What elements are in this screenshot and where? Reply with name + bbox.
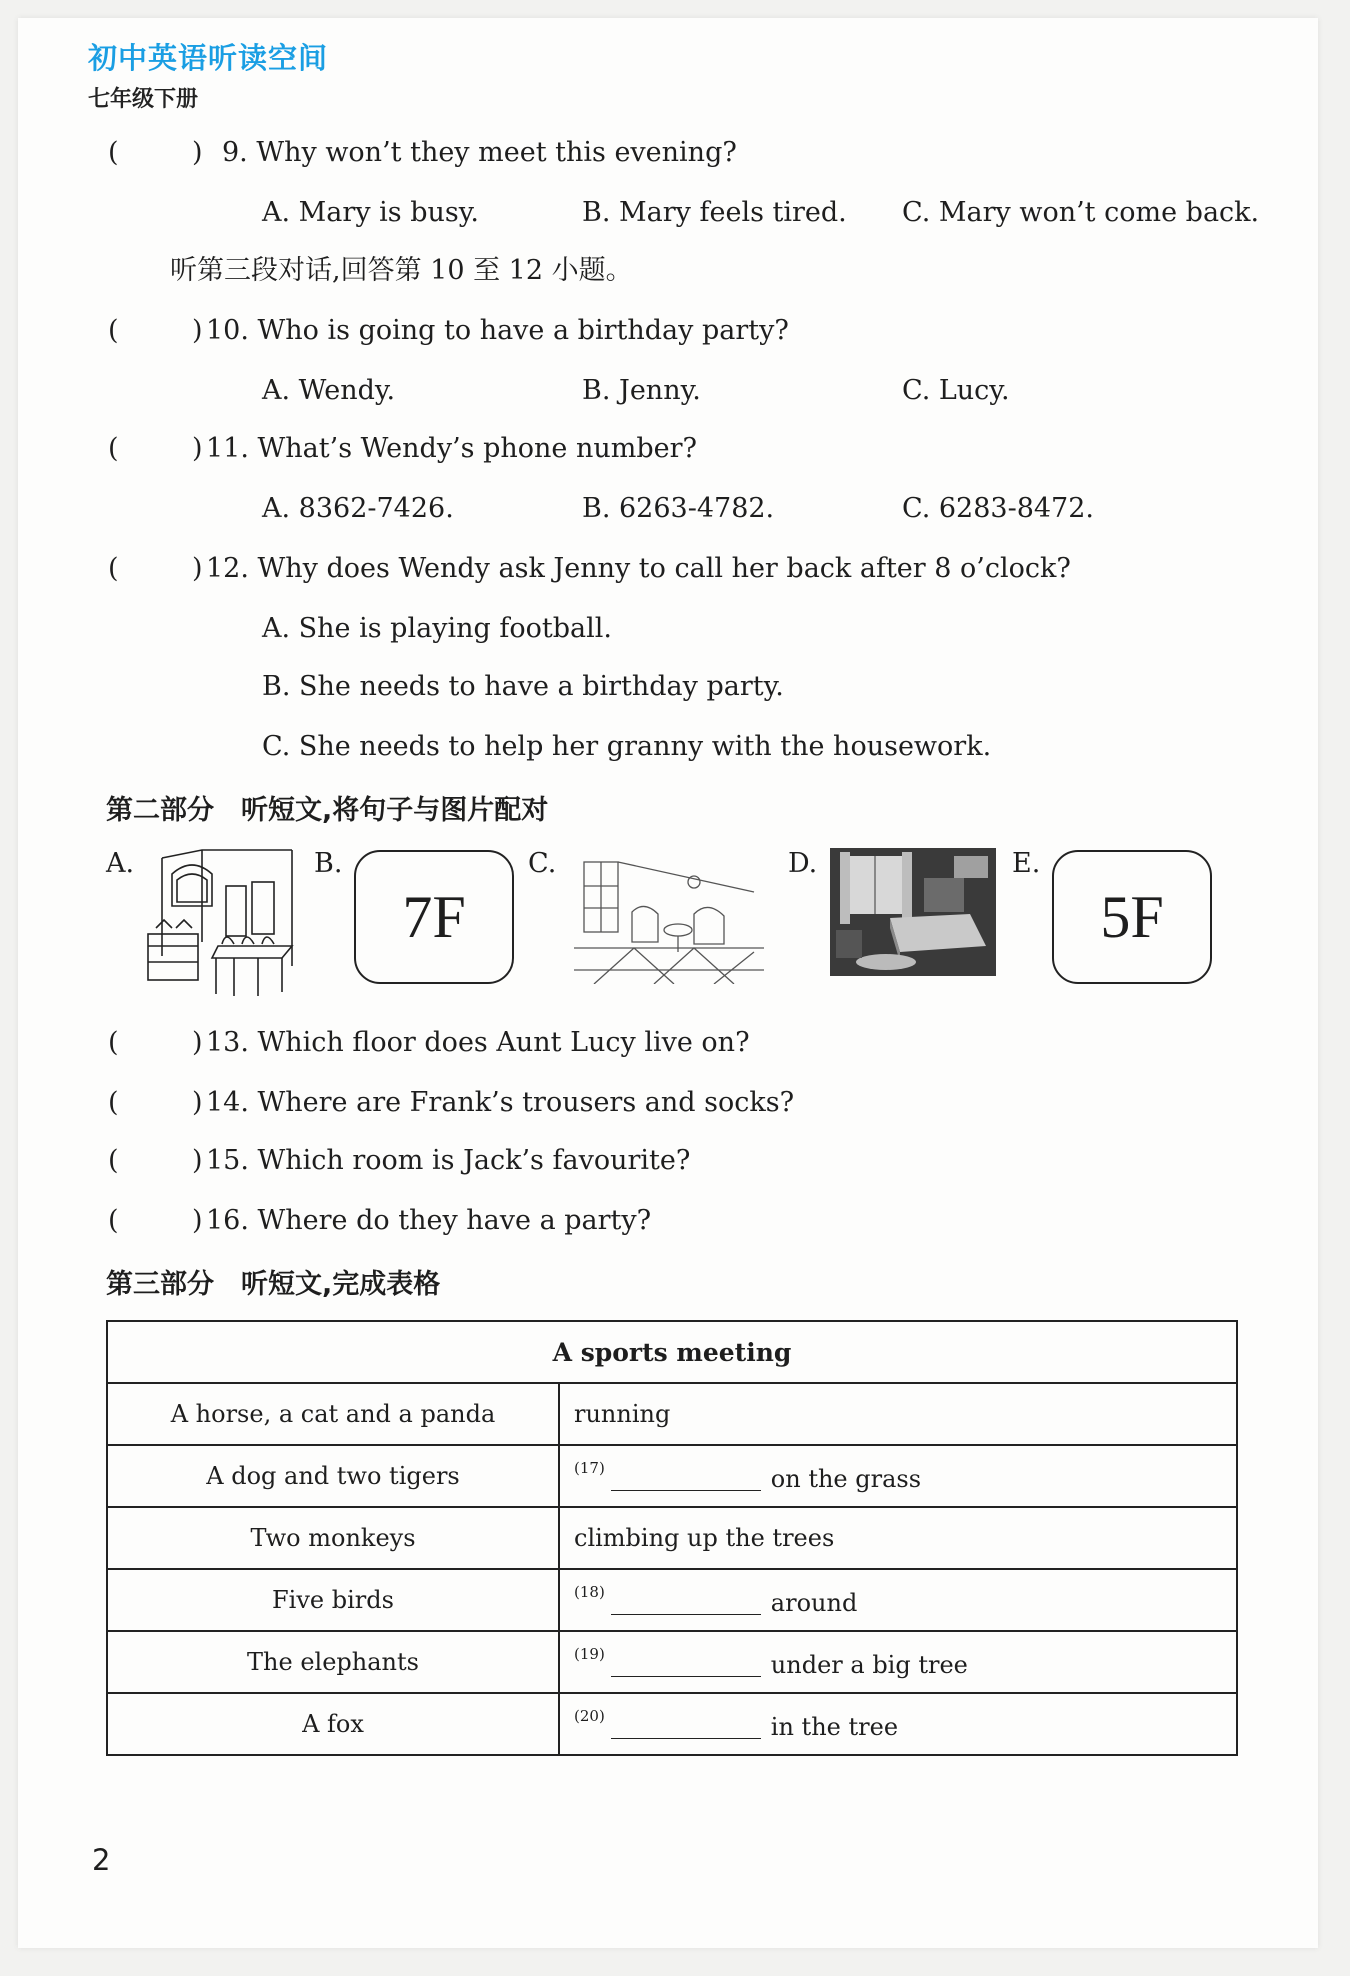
answer-paren-close: )	[192, 137, 203, 168]
activity-text: in the tree	[770, 1713, 899, 1741]
blank-number: (20)	[574, 1707, 605, 1725]
q11-option-a: A. 8362-7426.	[262, 493, 454, 524]
answer-paren-close: )	[192, 553, 203, 584]
page-number: 2	[92, 1843, 111, 1877]
question-16: 16. Where do they have a party?	[206, 1205, 652, 1236]
q11-option-b: B. 6263-4782.	[582, 493, 775, 524]
question-15: 15. Which room is Jack’s favourite?	[206, 1145, 691, 1176]
table-row	[107, 1445, 1237, 1507]
activity-cell	[559, 1693, 1237, 1755]
q11-option-c: C. 6283-8472.	[902, 493, 1094, 524]
book-title: 初中英语听读空间	[88, 41, 329, 75]
table-row	[107, 1631, 1237, 1693]
answer-blank-20[interactable]	[611, 1716, 761, 1739]
animal-cell: A horse, a cat and a panda	[107, 1383, 559, 1445]
answer-paren-close: )	[192, 1145, 203, 1176]
q12-option-b: B. She needs to have a birthday party.	[262, 671, 784, 702]
picture-label-a: A.	[106, 848, 135, 879]
table-row	[107, 1569, 1237, 1631]
book-subtitle: 七年级下册	[88, 87, 199, 112]
table-title-row	[107, 1321, 1237, 1383]
answer-blank-19[interactable]	[611, 1654, 761, 1677]
activity-text: on the grass	[770, 1465, 922, 1493]
living-room-picture	[574, 852, 764, 984]
table-title: A sports meeting	[107, 1321, 1237, 1383]
q10-option-b: B. Jenny.	[582, 375, 701, 406]
activity-cell	[559, 1631, 1237, 1693]
answer-paren-close: )	[192, 315, 203, 346]
answer-paren-open: (	[108, 553, 119, 584]
q9-option-a: A. Mary is busy.	[262, 197, 480, 228]
answer-paren-open: (	[108, 1027, 119, 1058]
animal-cell: The elephants	[107, 1631, 559, 1693]
answer-blank-18[interactable]	[611, 1592, 761, 1615]
floor-sign-7f: 7F	[354, 850, 514, 984]
animal-cell: A fox	[107, 1693, 559, 1755]
question-14: 14. Where are Frank’s trousers and socks?	[206, 1087, 795, 1118]
animal-cell: Five birds	[107, 1569, 559, 1631]
bedroom-picture	[830, 848, 996, 976]
q9-option-b: B. Mary feels tired.	[582, 197, 847, 228]
table-row	[107, 1507, 1237, 1569]
part2-heading: 第二部分 听短文,将句子与图片配对	[106, 795, 549, 826]
q9-option-c: C. Mary won’t come back.	[902, 197, 1260, 228]
activity-cell: running	[559, 1383, 1237, 1445]
picture-label-c: C.	[528, 848, 557, 879]
picture-label-d: D.	[788, 848, 818, 879]
animal-cell: Two monkeys	[107, 1507, 559, 1569]
picture-label-e: E.	[1012, 848, 1041, 879]
dining-room-picture	[142, 846, 302, 998]
q10-option-a: A. Wendy.	[262, 375, 396, 406]
q12-option-c: C. She needs to help her granny with the housework.	[262, 731, 992, 762]
answer-paren-open: (	[108, 433, 119, 464]
q10-option-c: C. Lucy.	[902, 375, 1010, 406]
blank-number: (18)	[574, 1583, 605, 1601]
picture-label-b: B.	[314, 848, 343, 879]
question-10: 10. Who is going to have a birthday party?	[206, 315, 789, 346]
question-9: 9. Why won’t they meet this evening?	[222, 137, 737, 168]
answer-paren-close: )	[192, 1205, 203, 1236]
activity-cell	[559, 1445, 1237, 1507]
answer-blank-17[interactable]	[611, 1468, 761, 1491]
question-13: 13. Which floor does Aunt Lucy live on?	[206, 1027, 750, 1058]
answer-paren-open: (	[108, 315, 119, 346]
answer-paren-close: )	[192, 1087, 203, 1118]
answer-paren-open: (	[108, 1145, 119, 1176]
activity-text: around	[770, 1589, 858, 1617]
answer-paren-open: (	[108, 137, 119, 168]
activity-cell	[559, 1569, 1237, 1631]
instruction-dialogue-3: 听第三段对话,回答第 10 至 12 小题。	[170, 255, 633, 286]
table-row	[107, 1383, 1237, 1445]
answer-paren-open: (	[108, 1205, 119, 1236]
blank-number: (19)	[574, 1645, 605, 1663]
activity-cell: climbing up the trees	[559, 1507, 1237, 1569]
blank-number: (17)	[574, 1459, 605, 1477]
floor-sign-5f: 5F	[1052, 850, 1212, 984]
question-11: 11. What’s Wendy’s phone number?	[206, 433, 698, 464]
activity-text: under a big tree	[770, 1651, 968, 1679]
answer-paren-open: (	[108, 1087, 119, 1118]
answer-paren-close: )	[192, 433, 203, 464]
part3-heading: 第三部分 听短文,完成表格	[106, 1269, 441, 1300]
sports-meeting-table	[106, 1320, 1238, 1756]
question-12: 12. Why does Wendy ask Jenny to call her back after 8 o’clock?	[206, 553, 1071, 584]
table-row	[107, 1693, 1237, 1755]
answer-paren-close: )	[192, 1027, 203, 1058]
animal-cell: A dog and two tigers	[107, 1445, 559, 1507]
q12-option-a: A. She is playing football.	[262, 613, 612, 644]
